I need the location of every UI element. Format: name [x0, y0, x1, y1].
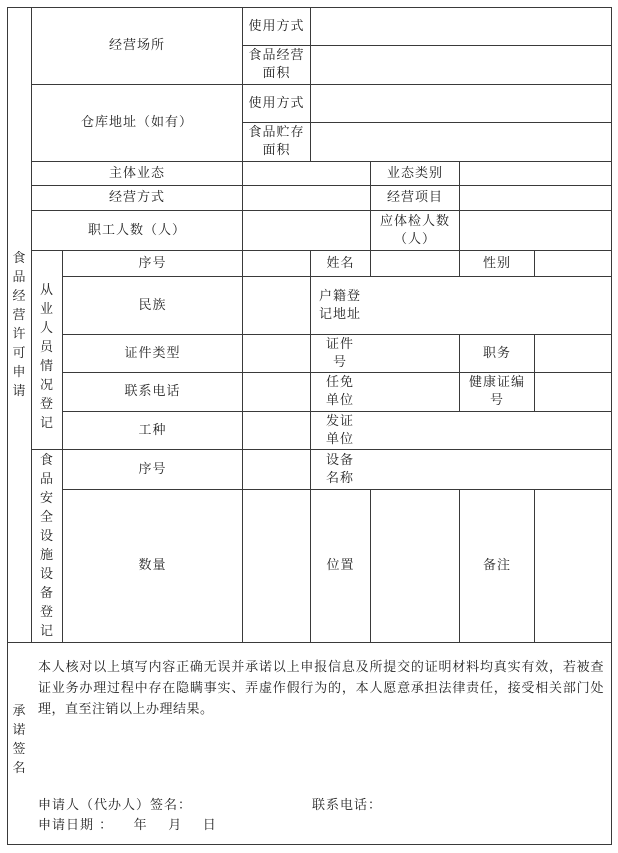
vertical-char: 品 — [39, 472, 54, 487]
operation-mode-label: 经营方式 — [108, 190, 165, 205]
vertical-char: 业 — [39, 302, 54, 317]
health-cert-no-label: 健康证编号 — [468, 375, 525, 408]
device-name-label: 设备名称 — [325, 452, 354, 486]
rule — [370, 250, 371, 276]
issuing-unit-label: 发证单位 — [325, 413, 354, 447]
vertical-char: 营 — [12, 308, 27, 323]
vertical-char: 品 — [12, 270, 27, 285]
phone-label: 联系电话 — [124, 384, 181, 399]
id-number-label: 证件号 — [325, 336, 354, 370]
format-category-label: 业态类别 — [386, 165, 443, 181]
warehouse-address-label: 仓库地址（如有） — [80, 115, 193, 130]
vertical-char: 施 — [39, 548, 54, 563]
staff-ethnicity-label: 民族 — [138, 297, 167, 313]
commitment-side-label — [8, 690, 31, 790]
vertical-char: 安 — [39, 491, 54, 506]
rule — [459, 161, 460, 250]
equipment-side-label — [32, 450, 62, 642]
vertical-char: 签 — [12, 742, 27, 757]
vertical-char: 员 — [39, 340, 54, 355]
rule — [534, 489, 535, 643]
rule — [370, 489, 371, 643]
commitment-statement: 本人核对以上填写内容正确无误并承诺以上申报信息及所提交的证明材料均真实有效，若被查证业务办理过程中存在隐瞒事实、弄虚作假行为的，本人愿意承担法律责任，接受相关部门处理，直至注销以上办理结果。 — [38, 660, 604, 717]
vertical-char: 从 — [39, 283, 54, 298]
appointing-unit-label: 任免单位 — [325, 375, 354, 408]
id-type-label: 证件类型 — [124, 345, 181, 361]
main-type-label: 主体业态 — [108, 165, 165, 181]
vertical-char: 记 — [39, 416, 54, 431]
vertical-char: 设 — [39, 567, 54, 582]
position-label: 职务 — [482, 345, 511, 361]
food-storage-area-label: 食品贮存面积 — [248, 125, 305, 158]
staff-side-label — [32, 277, 62, 437]
vertical-char: 食 — [39, 453, 54, 468]
applicant-signature-label: 申请人（代办人）签名： — [38, 798, 193, 813]
business-place-label: 经营场所 — [108, 38, 165, 53]
vertical-char: 诺 — [12, 723, 27, 738]
vertical-char: 人 — [39, 321, 54, 336]
rule — [310, 7, 311, 162]
vertical-char: 设 — [39, 529, 54, 544]
vertical-char: 记 — [39, 624, 54, 639]
vertical-char: 申 — [12, 365, 27, 380]
job-type-label: 工种 — [138, 422, 167, 438]
vertical-char: 登 — [39, 397, 54, 412]
equipment-seq-label: 序号 — [138, 461, 167, 477]
vertical-char: 食 — [12, 251, 27, 266]
rule — [534, 334, 535, 411]
staff-name-label: 姓名 — [326, 255, 355, 271]
vertical-char: 情 — [39, 359, 54, 374]
staff-gender-label: 性别 — [482, 255, 511, 271]
vertical-char: 许 — [12, 327, 27, 342]
remarks-label: 备注 — [482, 558, 511, 573]
vertical-char: 承 — [12, 704, 27, 719]
vertical-char: 登 — [39, 605, 54, 620]
vertical-char: 备 — [39, 586, 54, 601]
usage-mode-label-2: 使用方式 — [248, 95, 305, 111]
staff-seq-label: 序号 — [138, 255, 167, 271]
exam-count-label: 应体检人数（人） — [379, 213, 450, 247]
application-side-label — [8, 250, 31, 400]
contact-phone-label: 联系电话： — [312, 798, 383, 813]
staff-count-label: 职工人数（人） — [87, 222, 186, 238]
vertical-char: 可 — [12, 346, 27, 361]
vertical-char: 全 — [39, 510, 54, 525]
household-address-label: 户籍登记地址 — [318, 288, 361, 322]
usage-mode-label: 使用方式 — [248, 18, 305, 34]
vertical-char: 经 — [12, 289, 27, 304]
location-label: 位置 — [326, 558, 355, 573]
food-business-area-label: 食品经营面积 — [248, 48, 305, 81]
quantity-label: 数量 — [138, 558, 167, 573]
rule — [7, 844, 612, 845]
vertical-char: 请 — [12, 384, 27, 399]
rule — [611, 7, 612, 845]
operation-items-label: 经营项目 — [386, 190, 443, 205]
vertical-char: 名 — [12, 761, 27, 776]
vertical-char: 况 — [39, 378, 54, 393]
application-date-label: 申请日期 ： 年 月 日 — [38, 818, 217, 833]
rule — [534, 250, 535, 276]
rule — [242, 250, 243, 643]
